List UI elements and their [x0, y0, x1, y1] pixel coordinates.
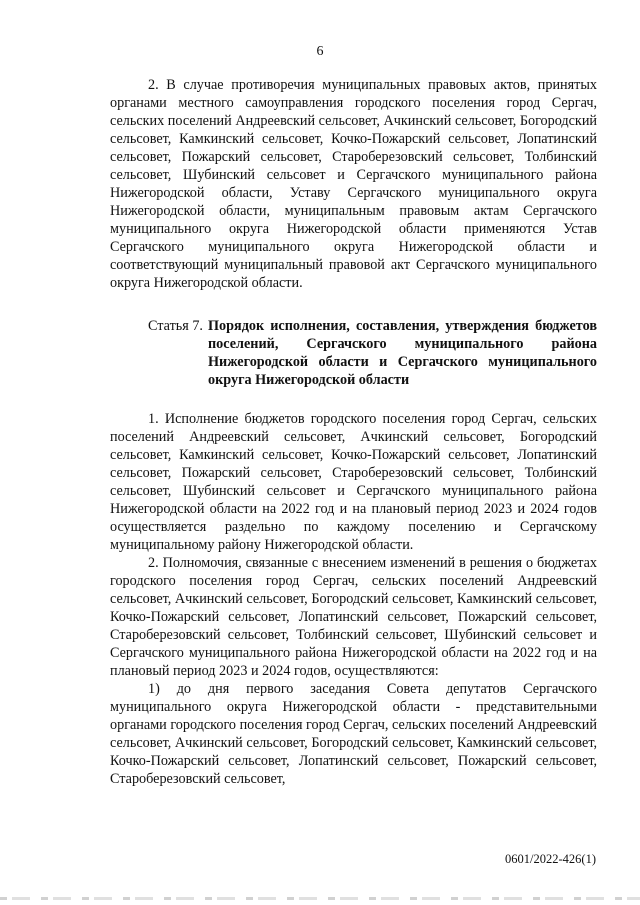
paragraph-1: 1. Исполнение бюджетов городского поселения город Сергач, сельских поселений Андреевский сельсовет, Ачкинский сельсовет, Богородский сельсовет, Камкинский сельсовет, Кочко-Пожарский сельсовет, Лопатинский сельсовет, Пожарский сельсовет, Староберезовский сельсовет, Толбинский сельсовет, Шубинский сельсовет и Сергачского муниципального района Нижегородской области на 2022 год и на плановый период 2023 и 2024 годов осуществляется раздельно по каждому поселению и Сергачскому муниципальному району Нижегородской области.	[110, 411, 597, 553]
paragraph-section-2: 2. В случае противоречия муниципальных правовых актов, принятых органами местного самоуправления городского поселения город Сергач, сельских поселений Андреевский сельсовет, Ачкинский сельсовет, Богородский сельсовет, Камкинский сельсовет, Кочко-Пожарский сельсовет, Лопатинский сельсовет, Пожарский сельсовет, Староберезовский сельсовет, Толбинский сельсовет, Шубинский сельсовет и Сергачского муниципального района Нижегородской области, Уставу Сергачского муниципального округа Нижегородской области, муниципальным правовым актам Сергачского муниципального округа Нижегородской области применяются Устав Сергачского муниципального округа Нижегородской области и соответствующий муниципальный правовой акт Сергачского муниципального округа Нижегородской области.	[110, 77, 597, 291]
document-code: 0601/2022-426(1)	[505, 852, 596, 866]
document-body	[110, 76, 597, 788]
scan-edge-noise	[0, 897, 640, 900]
article-heading	[110, 317, 597, 389]
paragraph-2-item-1: 1) до дня первого заседания Совета депутатов Сергачского муниципального округа Нижегородской области - представительными органами городского поселения город Сергач, сельских поселений Андреевский сельсовет, Ачкинский сельсовет, Богородский сельсовет, Камкинский сельсовет, Кочко-Пожарский сельсовет, Лопатинский сельсовет, Пожарский сельсовет, Староберезовский сельсовет,	[110, 681, 597, 787]
page-number: 6	[316, 44, 324, 59]
article-label: Статья 7.	[148, 318, 203, 334]
paragraph-2: 2. Полномочия, связанные с внесением изменений в решения о бюджетах городского поселения город Сергач, сельских поселений Андреевский сельсовет, Ачкинский сельсовет, Богородский сельсовет, Камкинский сельсовет, Кочко-Пожарский сельсовет, Лопатинский сельсовет, Пожарский сельсовет, Староберезовский сельсовет, Толбинский сельсовет, Шубинский сельсовет и Сергачского муниципального района Нижегородской области на 2022 год и на плановый период 2023 и 2024 годов, осуществляются:	[110, 555, 597, 679]
article-title: Порядок исполнения, составления, утверждения бюджетов поселений, Сергачского муниципального района Нижегородской области и Сергачского муниципального округа Нижегородской области	[208, 318, 597, 388]
